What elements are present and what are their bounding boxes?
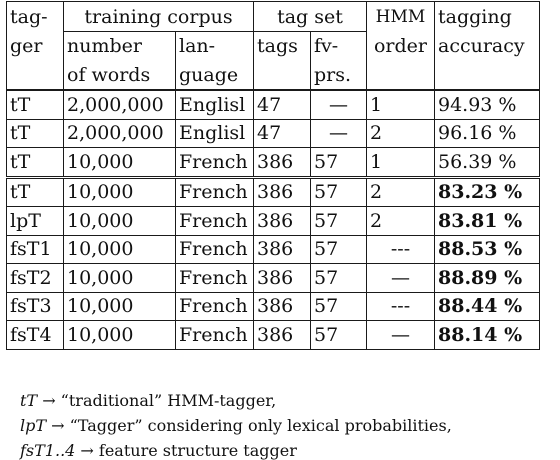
cell-accuracy: 88.89 % [435,264,540,293]
header-tags-empty [254,60,311,90]
header-hmm-line1: HMM [367,2,435,32]
header-training-corpus: training corpus [64,2,254,32]
header-tagging-line1: tagging [435,2,540,32]
header-tagging-empty [435,60,540,90]
header-tagger-empty [7,60,64,90]
cell-accuracy: 83.23 % [435,177,540,207]
cell-tagger: tT [7,119,64,148]
header-number-line1: number [64,32,176,61]
header-row-1 [7,2,540,32]
cell-accuracy: 88.44 % [435,292,540,321]
cell-accuracy: 96.16 % [435,119,540,148]
cell-tags: 47 [254,90,311,119]
cell-language: French [176,321,254,350]
cell-tagger: lpT [7,207,64,236]
header-tagger-line2: ger [7,32,64,61]
cell-fvprs: — [311,119,367,148]
header-row-3 [7,60,540,90]
cell-fvprs: 57 [311,148,367,178]
header-number-line2: of words [64,60,176,90]
cell-language: French [176,264,254,293]
cell-tagger: fsT4 [7,321,64,350]
cell-language: French [176,207,254,236]
cell-accuracy: 88.53 % [435,235,540,264]
cell-accuracy: 88.14 % [435,321,540,350]
header-language-line2: guage [176,60,254,90]
header-fvprs-line1: fv- [311,32,367,61]
cell-words: 2,000,000 [64,119,176,148]
cell-tags: 386 [254,235,311,264]
cell-tags: 386 [254,292,311,321]
cell-tagger: tT [7,148,64,178]
cell-words: 10,000 [64,235,176,264]
cell-words: 2,000,000 [64,90,176,119]
cell-order: 1 [367,148,435,178]
cell-order: --- [367,235,435,264]
cell-order: 2 [367,177,435,207]
header-fvprs-line2: prs. [311,60,367,90]
cell-words: 10,000 [64,207,176,236]
header-hmm-empty [367,60,435,90]
cell-accuracy: 94.93 % [435,90,540,119]
table-row [7,177,540,207]
legend-abbr: tT → [20,391,56,410]
legend-line [20,416,452,435]
cell-tags: 386 [254,148,311,178]
cell-fvprs: 57 [311,177,367,207]
cell-fvprs: — [311,90,367,119]
header-hmm-line2: order [367,32,435,61]
cell-order: --- [367,292,435,321]
cell-order: — [367,321,435,350]
cell-tagger: fsT2 [7,264,64,293]
cell-tags: 47 [254,119,311,148]
header-row-2 [7,32,540,61]
cell-fvprs: 57 [311,264,367,293]
table-row [7,148,540,178]
cell-language: French [176,235,254,264]
cell-order: 1 [367,90,435,119]
cell-order: 2 [367,207,435,236]
header-tagging-line2: accuracy [435,32,540,61]
cell-tags: 386 [254,177,311,207]
cell-words: 10,000 [64,148,176,178]
cell-language: French [176,292,254,321]
table-row [7,119,540,148]
cell-language: French [176,177,254,207]
table-row [7,90,540,119]
cell-tagger: fsT3 [7,292,64,321]
cell-order: 2 [367,119,435,148]
cell-fvprs: 57 [311,207,367,236]
cell-order: — [367,264,435,293]
cell-fvprs: 57 [311,321,367,350]
header-tags: tags [254,32,311,61]
cell-words: 10,000 [64,177,176,207]
cell-accuracy: 56.39 % [435,148,540,178]
table-row [7,264,540,293]
table-row [7,321,540,350]
legend-abbr: fsT1..4 → [20,441,94,460]
cell-tags: 386 [254,207,311,236]
results-table [6,1,540,350]
table-row [7,235,540,264]
cell-tags: 386 [254,264,311,293]
legend-line [20,391,276,410]
cell-words: 10,000 [64,264,176,293]
cell-accuracy: 83.81 % [435,207,540,236]
cell-words: 10,000 [64,321,176,350]
cell-tagger: tT [7,177,64,207]
table-row [7,207,540,236]
cell-tagger: tT [7,90,64,119]
header-tagger-line1: tag- [7,2,64,32]
table-row [7,292,540,321]
cell-fvprs: 57 [311,292,367,321]
cell-language: Englisl [176,90,254,119]
cell-tags: 386 [254,321,311,350]
cell-words: 10,000 [64,292,176,321]
cell-tagger: fsT1 [7,235,64,264]
header-language-line1: lan- [176,32,254,61]
cell-language: Englisl [176,119,254,148]
cell-language: French [176,148,254,178]
legend-abbr: lpT → [20,416,65,435]
legend-text: “Tagger” considering only lexical probabilities, [64,416,452,435]
legend-text: “traditional” HMM-tagger, [55,391,277,410]
header-tag-set: tag set [254,2,367,32]
legend-line [20,441,297,460]
cell-fvprs: 57 [311,235,367,264]
legend-text: feature structure tagger [93,441,297,460]
